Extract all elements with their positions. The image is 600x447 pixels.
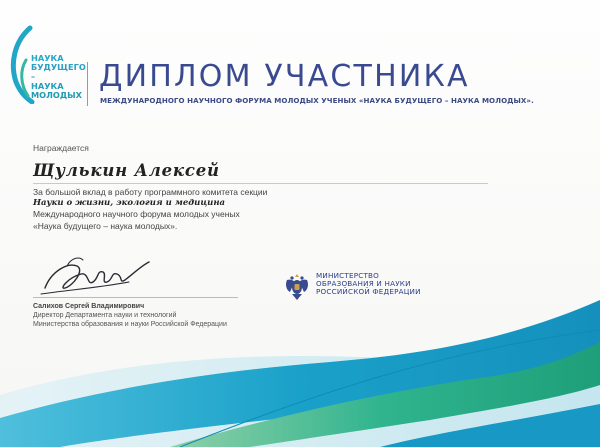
signer-block [33, 302, 227, 330]
diploma-title: ДИПЛОМ УЧАСТНИКА [99, 59, 470, 94]
signature-line [33, 297, 238, 298]
ministry-label [316, 272, 421, 296]
award-line-1: За большой вклад в работу программного комитета секции [33, 187, 268, 197]
forum-logo-text [31, 54, 91, 100]
signer-name: Салихов Сергей Владимирович [33, 303, 145, 310]
logo-line-2: БУДУЩЕГО – [31, 62, 86, 82]
awarded-label: Награждается [33, 143, 89, 153]
recipient-underline [33, 183, 488, 184]
logo-line-3: НАУКА [31, 80, 64, 91]
logo-line-4: МОЛОДЫХ [31, 89, 82, 100]
double-headed-eagle-emblem-icon [283, 270, 311, 302]
signer-organization: Министерства образования и науки Российской Федерации [33, 321, 227, 329]
award-description [33, 187, 267, 232]
diploma-subtitle: МЕЖДУНАРОДНОГО НАУЧНОГО ФОРУМА МОЛОДЫХ УЧЕНЫХ «НАУКА БУДУЩЕГО – НАУКА МОЛОДЫХ». [100, 96, 534, 105]
award-section: Науки о жизни, экология и медицина [33, 198, 226, 209]
signature-icon [37, 252, 157, 300]
award-line-4: «Наука будущего – наука молодых». [33, 220, 178, 231]
ministry-line-1: МИНИСТЕРСТВО [316, 271, 380, 280]
logo-divider [87, 62, 88, 106]
logo-line-1: НАУКА [31, 53, 64, 63]
ministry-line-3: РОССИЙСКОЙ ФЕДЕРАЦИИ [316, 287, 421, 296]
ministry-line-2: ОБРАЗОВАНИЯ И НАУКИ [316, 279, 411, 288]
award-line-3: Международного научного форума молодых ученых [33, 209, 240, 220]
signer-position: Директор Департамента науки и технологий [33, 312, 177, 320]
recipient-name: Щулькин Алексей [33, 161, 220, 180]
